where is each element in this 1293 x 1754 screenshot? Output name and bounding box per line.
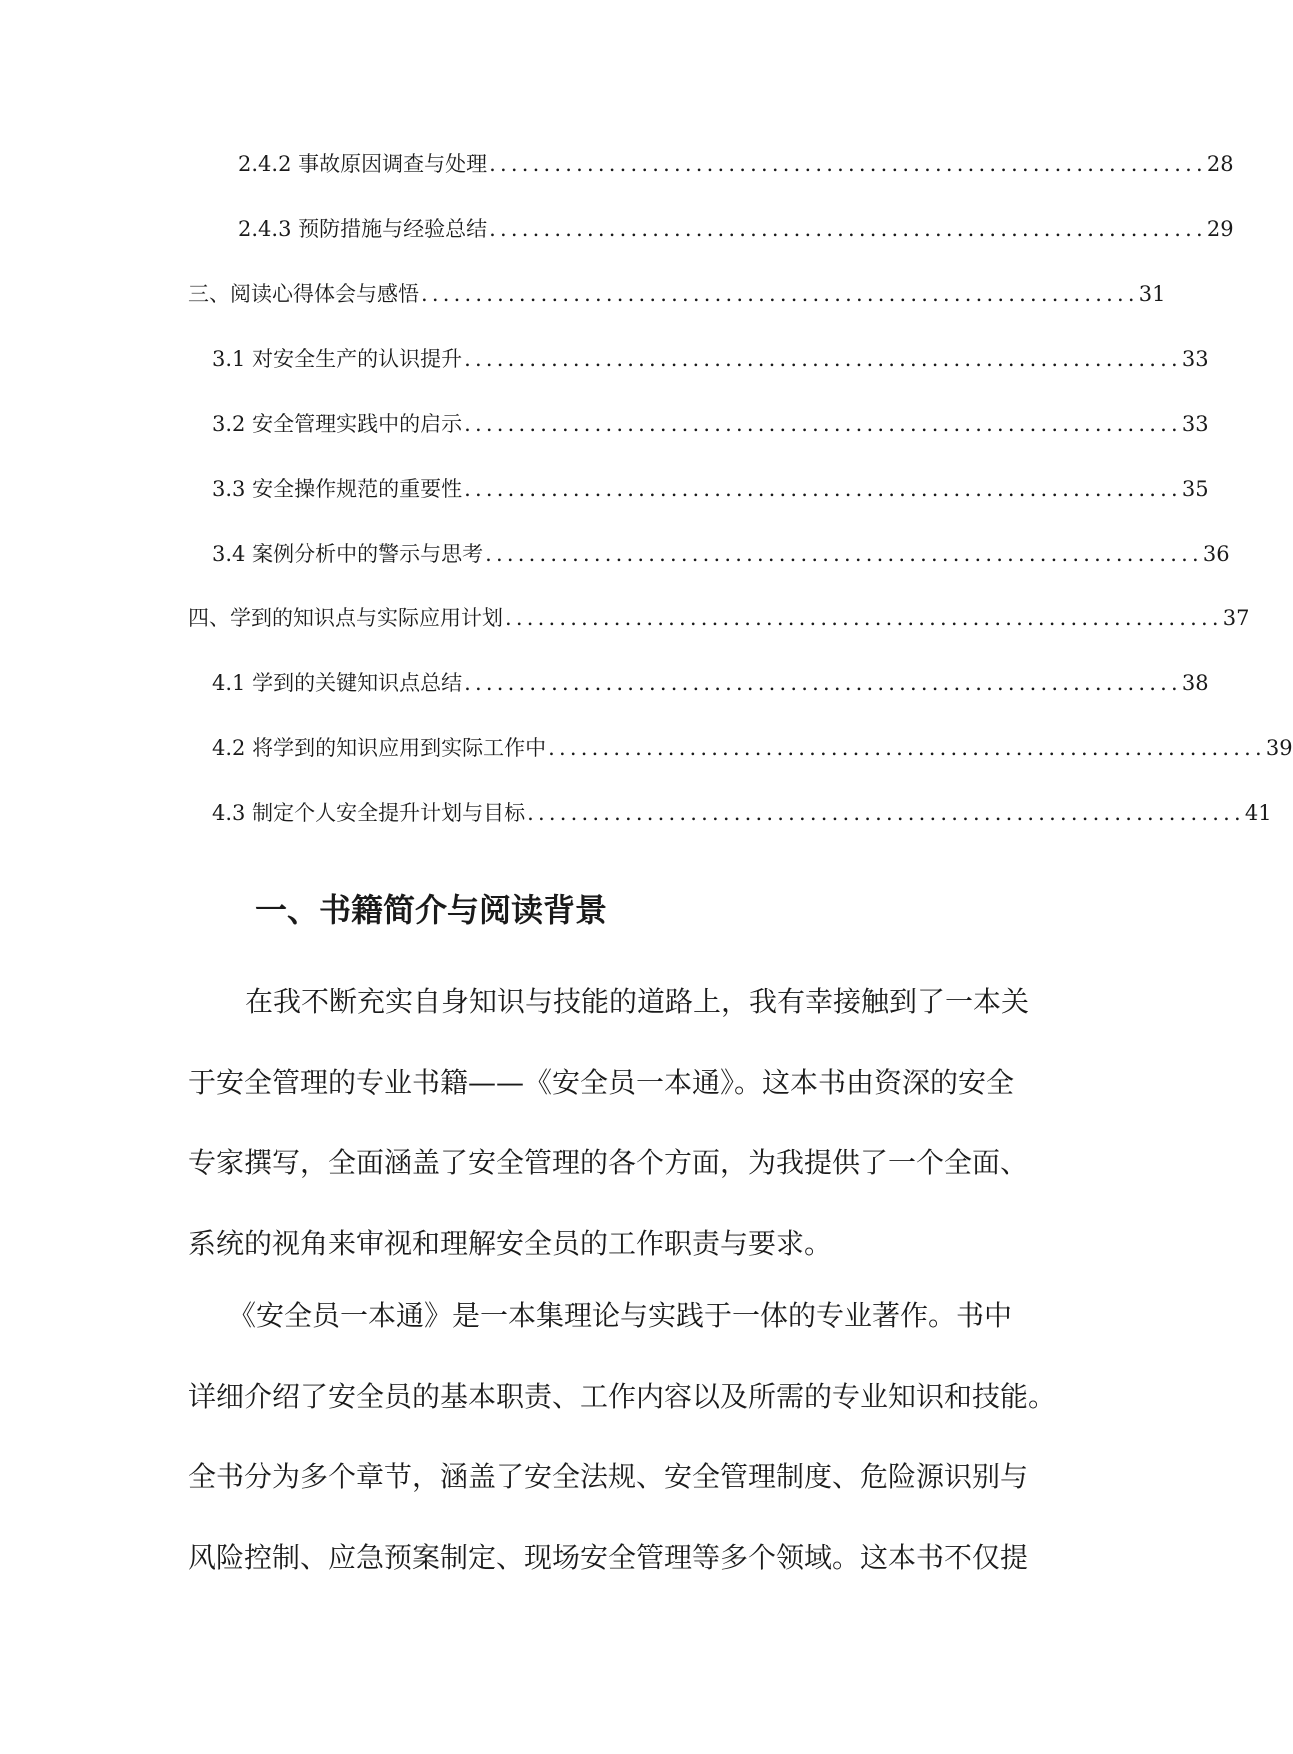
toc-leader-dots: .................................................................. [489,152,1207,176]
paragraph-line: 风险控制、应急预案制定、现场安全管理等多个领域。这本书不仅提 [188,1541,1029,1574]
toc-leader-dots: .................................................................. [464,347,1182,371]
paragraph-line: 在我不断充实自身知识与技能的道路上，我有幸接触到了一本关 [245,985,1030,1018]
paragraph-line: 详细介绍了安全员的基本职责、工作内容以及所需的专业知识和技能。 [188,1380,1057,1413]
toc-entry-title: 3.2 安全管理实践中的启示 [212,412,463,436]
toc-entry[interactable] [188,604,1250,632]
toc-entry-title: 3.1 对安全生产的认识提升 [212,347,463,371]
toc-entry[interactable] [212,734,1293,762]
toc-leader-dots: .................................................................. [527,801,1245,825]
paragraph-line: 《安全员一本通》是一本集理论与实践于一体的专业著作。书中 [228,1299,1013,1332]
toc-entry-title: 4.3 制定个人安全提升计划与目标 [212,801,526,825]
toc-entry[interactable] [212,410,1209,438]
toc-entry[interactable] [212,475,1209,503]
toc-entry[interactable] [212,345,1209,373]
toc-entry-page: 29 [1206,217,1234,241]
toc-entry-page: 33 [1181,412,1209,436]
toc-entry-page: 41 [1244,801,1272,825]
toc-entry[interactable] [212,540,1230,568]
toc-leader-dots: .................................................................. [489,217,1207,241]
toc-entry[interactable] [188,280,1166,308]
toc-entry[interactable] [238,150,1234,178]
toc-leader-dots: .................................................................. [464,671,1182,695]
paragraph-line: 于安全管理的专业书籍——《安全员一本通》。这本书由资深的安全 [188,1066,1015,1099]
toc-entry-title: 2.4.2 事故原因调查与处理 [238,152,488,176]
toc-entry-page: 36 [1202,542,1230,566]
toc-entry-page: 39 [1265,736,1293,760]
toc-entry-page: 33 [1181,347,1209,371]
toc-entry-title: 三、阅读心得体会与感悟 [188,282,419,306]
toc-entry-title: 3.4 案例分析中的警示与思考 [212,542,484,566]
toc-entry-page: 35 [1181,477,1209,501]
toc-entry-page: 28 [1206,152,1234,176]
toc-entry-title: 2.4.3 预防措施与经验总结 [238,217,488,241]
toc-entry[interactable] [238,215,1234,243]
toc-leader-dots: .................................................................. [464,412,1182,436]
toc-entry-page: 37 [1222,606,1250,630]
toc-entry[interactable] [212,669,1209,697]
paragraph-line: 系统的视角来审视和理解安全员的工作职责与要求。 [188,1227,833,1260]
toc-entry-page: 38 [1181,671,1209,695]
paragraph-line: 全书分为多个章节，涵盖了安全法规、安全管理制度、危险源识别与 [188,1460,1029,1493]
toc-leader-dots: .................................................................. [464,477,1182,501]
toc-entry-title: 4.2 将学到的知识应用到实际工作中 [212,736,547,760]
section-heading: 一、书籍简介与阅读背景 [255,891,608,929]
toc-leader-dots: .................................................................. [421,282,1139,306]
toc-entry-title: 3.3 安全操作规范的重要性 [212,477,463,501]
toc-entry-title: 4.1 学到的关键知识点总结 [212,671,463,695]
toc-entry-title: 四、学到的知识点与实际应用计划 [188,606,503,630]
paragraph-line: 专家撰写，全面涵盖了安全管理的各个方面，为我提供了一个全面、 [188,1146,1029,1179]
toc-leader-dots: .................................................................. [505,606,1223,630]
toc-entry[interactable] [212,799,1272,827]
toc-entry-page: 31 [1138,282,1166,306]
toc-leader-dots: .................................................................. [548,736,1266,760]
toc-leader-dots: .................................................................. [485,542,1203,566]
